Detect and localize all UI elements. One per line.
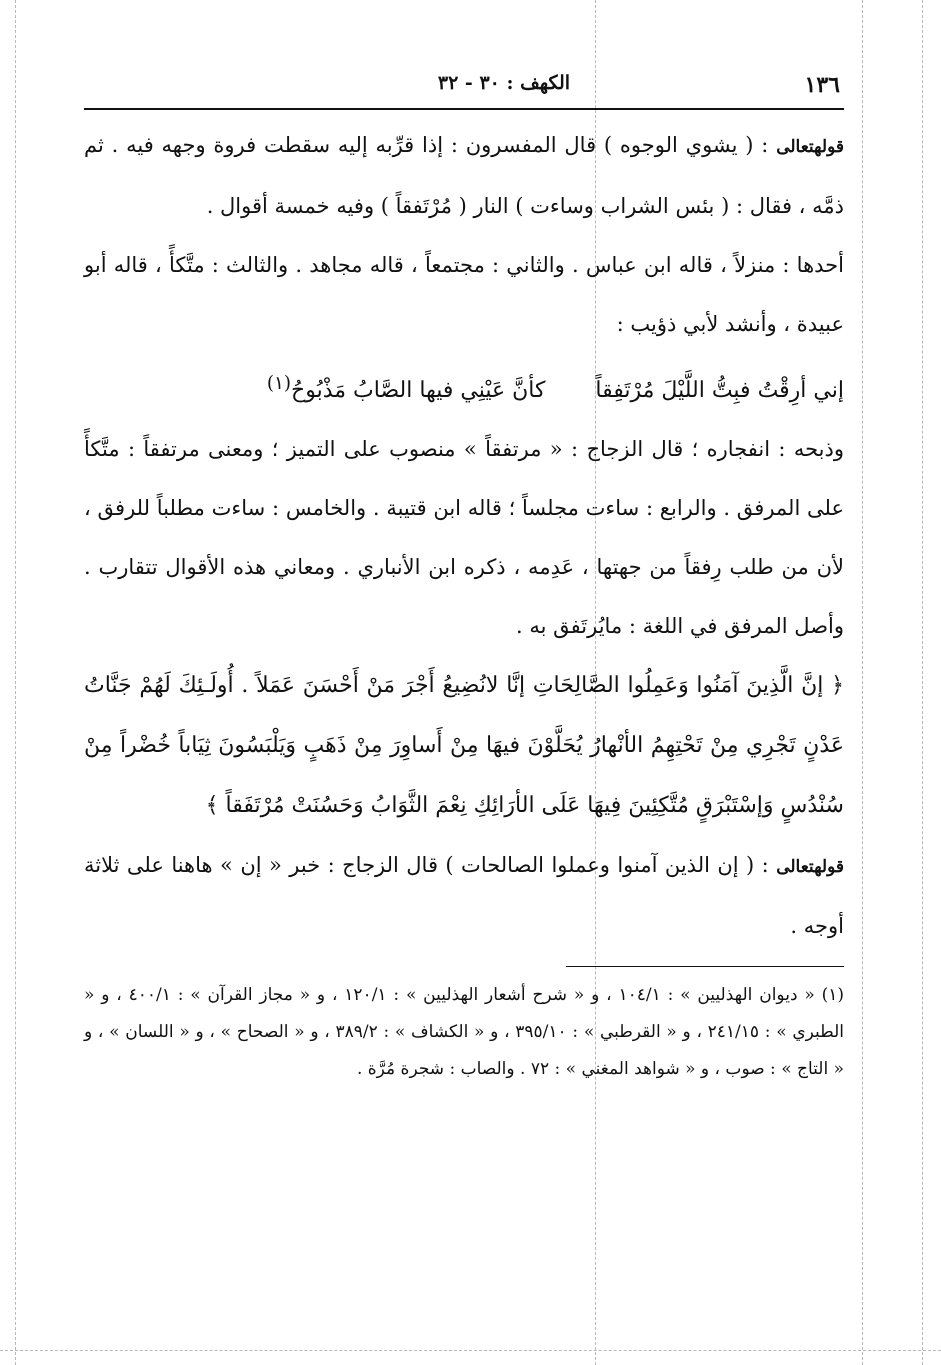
verse-second-hemistich: كأنَّ عَيْنِي فيها الصَّابُ مَذْبُوحُ <box>291 378 546 404</box>
running-title: الكهف : ٣٠ - ٣٢ <box>437 72 571 94</box>
scan-guide-line <box>862 0 863 1365</box>
paragraph-2 <box>84 236 844 354</box>
footnote-rule-wrap <box>84 966 844 967</box>
footnote: (١) « ديوان الهذليين » : ١٠٤/١ ، و « شرح أشعار الهذليين » : ١٢٠/١ ، و « مجاز القرآن » : ٤٠٠/١ ، و « الطبري » : ٢٤١/١٥ ، و « القرطبي » : ٣٩٥/١٠ ، و « الكشاف » : ٣٨٩/٢ ، و « الصحاح » ، و « اللسان » ، و « التاج » : صوب ، و « شواهد المغني » : ٧٢ . والصاب : شجرة مُرَّة . <box>84 985 845 1080</box>
scan-guide-line <box>15 0 16 1365</box>
page-header <box>84 66 844 100</box>
scan-guide-line <box>0 1350 941 1351</box>
paragraph-text: : ( إن الذين آمنوا وعملوا الصالحات ) قال الزجاج : خبر « إن » هاهنا على ثلاثة أوجه . <box>84 853 844 939</box>
scan-guide-line <box>922 0 923 1365</box>
paragraph-1 <box>84 116 844 236</box>
footnote-marker: (١) <box>266 373 292 394</box>
header-rule <box>84 108 844 110</box>
paragraph-3 <box>84 420 844 656</box>
paragraph-lead: قولهتعالى <box>776 857 844 878</box>
paragraph-4 <box>84 836 844 956</box>
paragraph-text: وذبحه : انفجاره ؛ قال الزجاج : « مرتفقاً » منصوب على التميز ؛ ومعنى مرتفقاً : متَّكأً على المرفق . والرابع : ساءت مجلساً ؛ قاله ابن قتيبة . والخامس : ساءت مطلباً للرفق ، لأن من طلب رِفقاً من جهتها ، عَدِمه ، ذكره ابن الأنباري . ومعاني هذه الأقوال تتقارب . وأصل المرفق في اللغة : مايُرتَفق به . <box>84 437 844 639</box>
footnote-rule <box>566 966 844 967</box>
paragraph-text: : ( يشوي الوجوه ) قال المفسرون : إذا قرِّبه إليه سقطت فروة وجهه فيه . ثم ذمَّه ، فقال : ( بئس الشراب وساءت ) النار ( مُرْتَفقاً ) وفيه خمسة أقوال . <box>84 133 844 218</box>
paragraph-text: أحدها : منزلاً ، قاله ابن عباس . والثاني : مجتمعاً ، قاله مجاهد . والثالث : متَّكأً ، قاله أبو عبيدة ، وأنشد لأبي ذؤيب : <box>84 253 844 336</box>
paragraph-lead: قولهتعالى <box>776 137 844 157</box>
quran-verse: ﴿ إنَّ الَّذِينَ آمَنُوا وَعَمِلُوا الصَّالِحَاتِ إنَّا لانُضِيعُ أَجْرَ مَنْ أَحْسَنَ عَمَلاً . أُولَـئِكَ لَهُمْ جَنَّاتُ عَدْنٍ تَجْرِي مِنْ تَحْتِهِمُ الأنْهارُ يُحَلَّوْنَ فيهَا مِنْ أَساوِرَ مِنْ ذَهَبٍ وَيَلْبَسُونَ ثِيَاباً خُضْراً مِنْ سُنْدُسٍ وَإسْتَبْرَقٍ مُتَّكِئِينَ فِيهَا عَلَى الأرَائِكِ نِعْمَ الثَّوَابُ وَحَسُنَتْ مُرْتَفَقاً ﴾ <box>84 673 844 819</box>
book-page <box>84 66 844 1105</box>
verse-first-hemistich: إني أرِقْتُ فبِتُّ اللَّيْلَ مُرْتَفِقاً <box>595 378 844 404</box>
page-body <box>84 116 844 956</box>
poetry-verse <box>84 354 844 420</box>
page-number: ١٣٦ <box>804 72 840 98</box>
